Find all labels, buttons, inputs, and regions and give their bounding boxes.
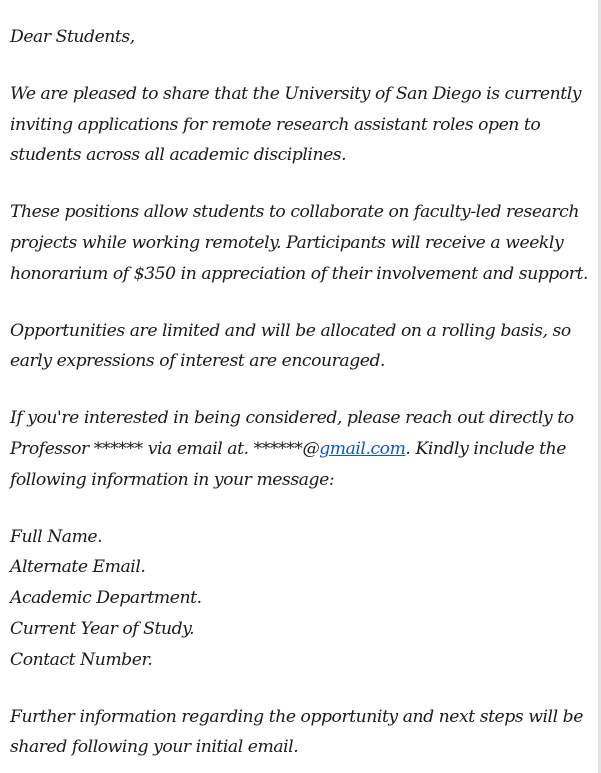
list-item: Alternate Email. bbox=[10, 557, 146, 578]
list-item: Full Name. bbox=[10, 526, 103, 547]
list-item: Current Year of Study. bbox=[10, 618, 195, 639]
required-info-list bbox=[10, 522, 594, 676]
list-item: Contact Number. bbox=[10, 649, 153, 670]
paragraph-rolling-basis: Opportunities are limited and will be allocated on a rolling basis, so early expressions of interest are encouraged. bbox=[10, 320, 571, 372]
email-domain-link[interactable]: gmail.com bbox=[319, 438, 406, 459]
paragraph-announcement: We are pleased to share that the University of San Diego is currently inviting applications for remote research assistant roles open to students across all academic disciplines. bbox=[10, 83, 582, 166]
paragraph-position-details: These positions allow students to collaborate on faculty-led research projects while working remotely. Participants will receive a weekly honorarium of $350 in appreciation of their involvement and support. bbox=[10, 202, 588, 284]
closing-paragraph: Further information regarding the opportunity and next steps will be shared following your initial email. bbox=[10, 706, 583, 758]
paragraph-contact-instructions bbox=[10, 403, 594, 495]
contact-text-after-link: . Kindly include the following information in your message: bbox=[10, 438, 566, 490]
greeting: Dear Students, bbox=[10, 27, 135, 47]
email-body bbox=[10, 22, 594, 763]
contact-text-before-link: If you're interested in being considered, please reach out directly to Professor ****** via email at. ******@ bbox=[10, 408, 574, 459]
list-item: Academic Department. bbox=[10, 588, 202, 609]
